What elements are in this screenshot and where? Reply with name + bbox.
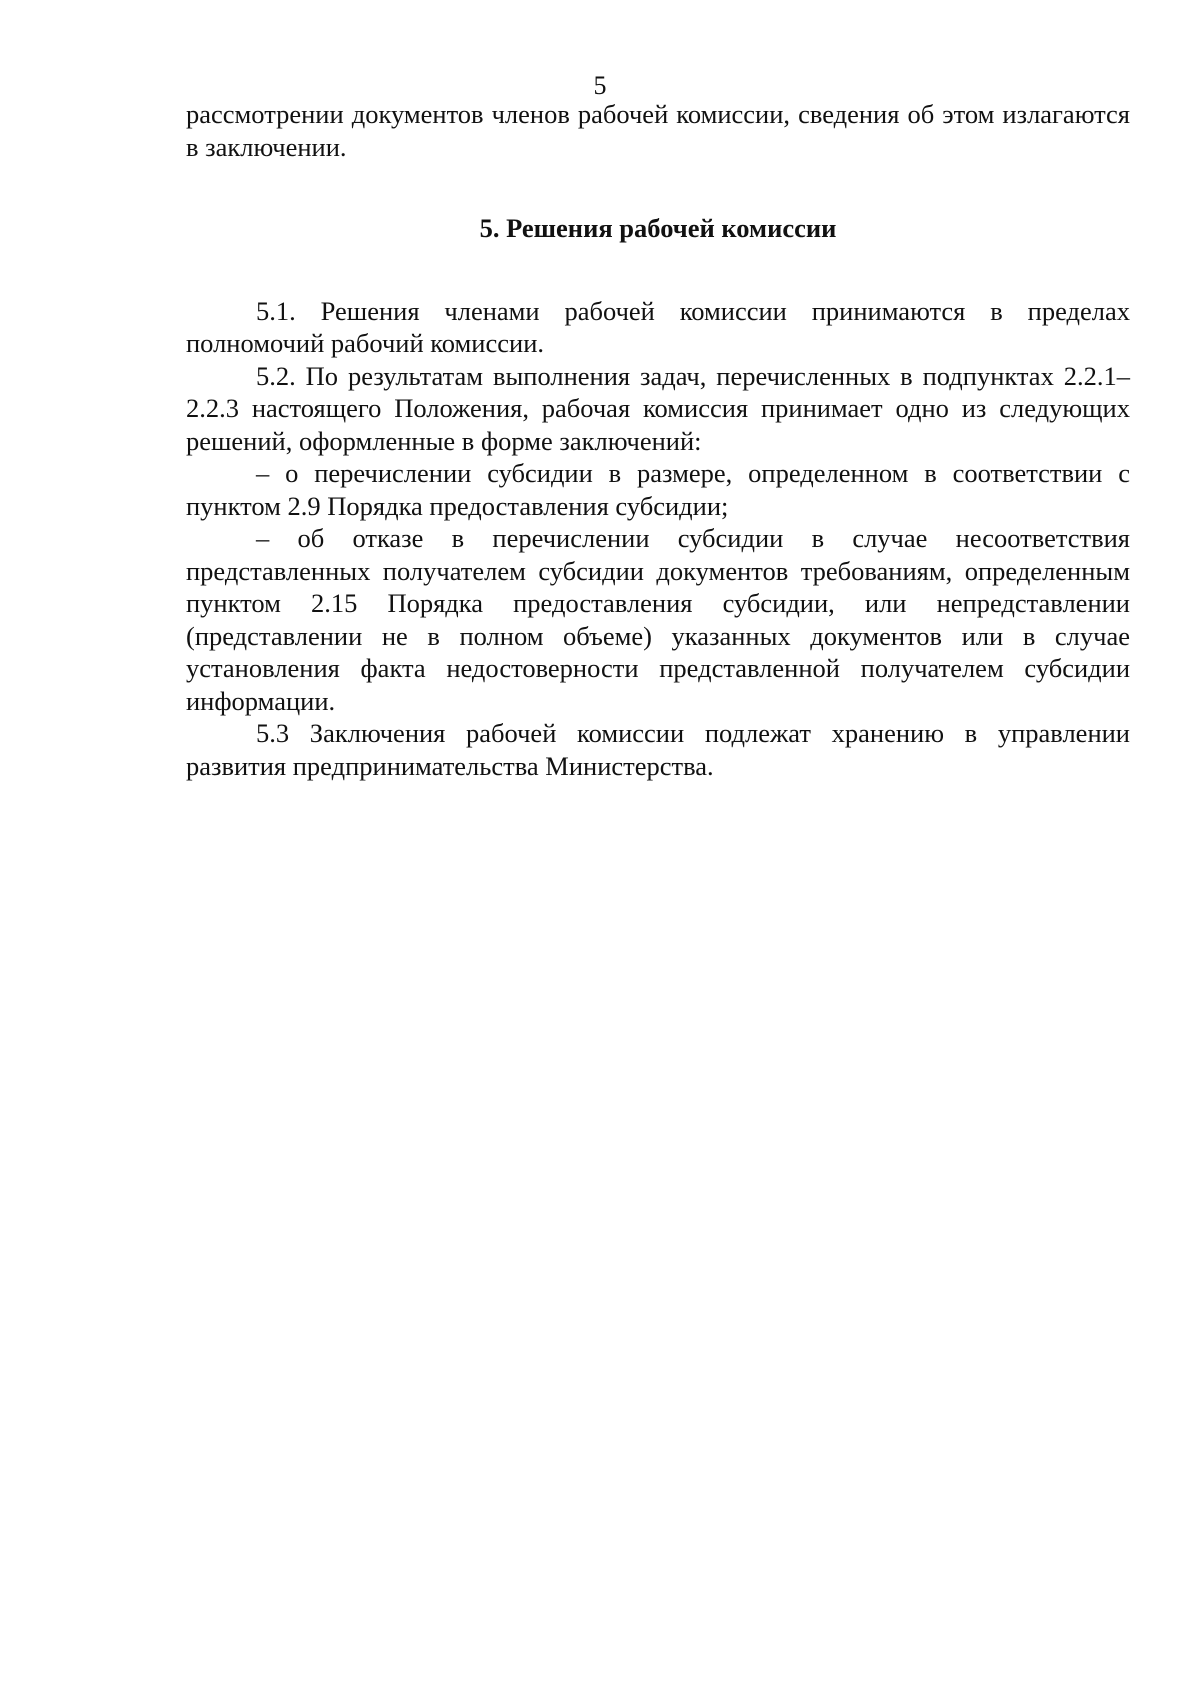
document-body [186, 98, 1130, 782]
paragraph-5-1: 5.1. Решения членами рабочей комиссии принимаются в пределах полномочий рабочий комиссии. [186, 295, 1130, 358]
section-heading: 5. Решения рабочей комиссии [479, 213, 837, 243]
page-number: 5 [593, 71, 607, 100]
list-item-transfer: – о перечислении субсидии в размере, определенном в соответствии с пунктом 2.9 Порядка предоставления субсидии; [186, 458, 1130, 521]
paragraph-5-2: 5.2. По результатам выполнения задач, перечисленных в подпунктах 2.2.1–2.2.3 настоящего Положения, рабочая комиссия принимает одно из следующих решений, оформленные в форме заключений: [186, 360, 1130, 456]
paragraph-5-3: 5.3 Заключения рабочей комиссии подлежат хранению в управлении развития предпринимательства Министерства. [186, 718, 1130, 781]
list-item-refusal: – об отказе в перечислении субсидии в случае несоответствия представленных получателем субсидии документов требованиям, определенным пунктом 2.15 Порядка предоставления субсидии, или непредставлении (представлении не в полном объеме) указанных документов или в случае установления факта недостоверности представленной получателем субсидии информации. [186, 523, 1130, 716]
paragraph-continuation: рассмотрении документов членов рабочей комиссии, сведения об этом излагаются в заключении. [186, 99, 1130, 162]
